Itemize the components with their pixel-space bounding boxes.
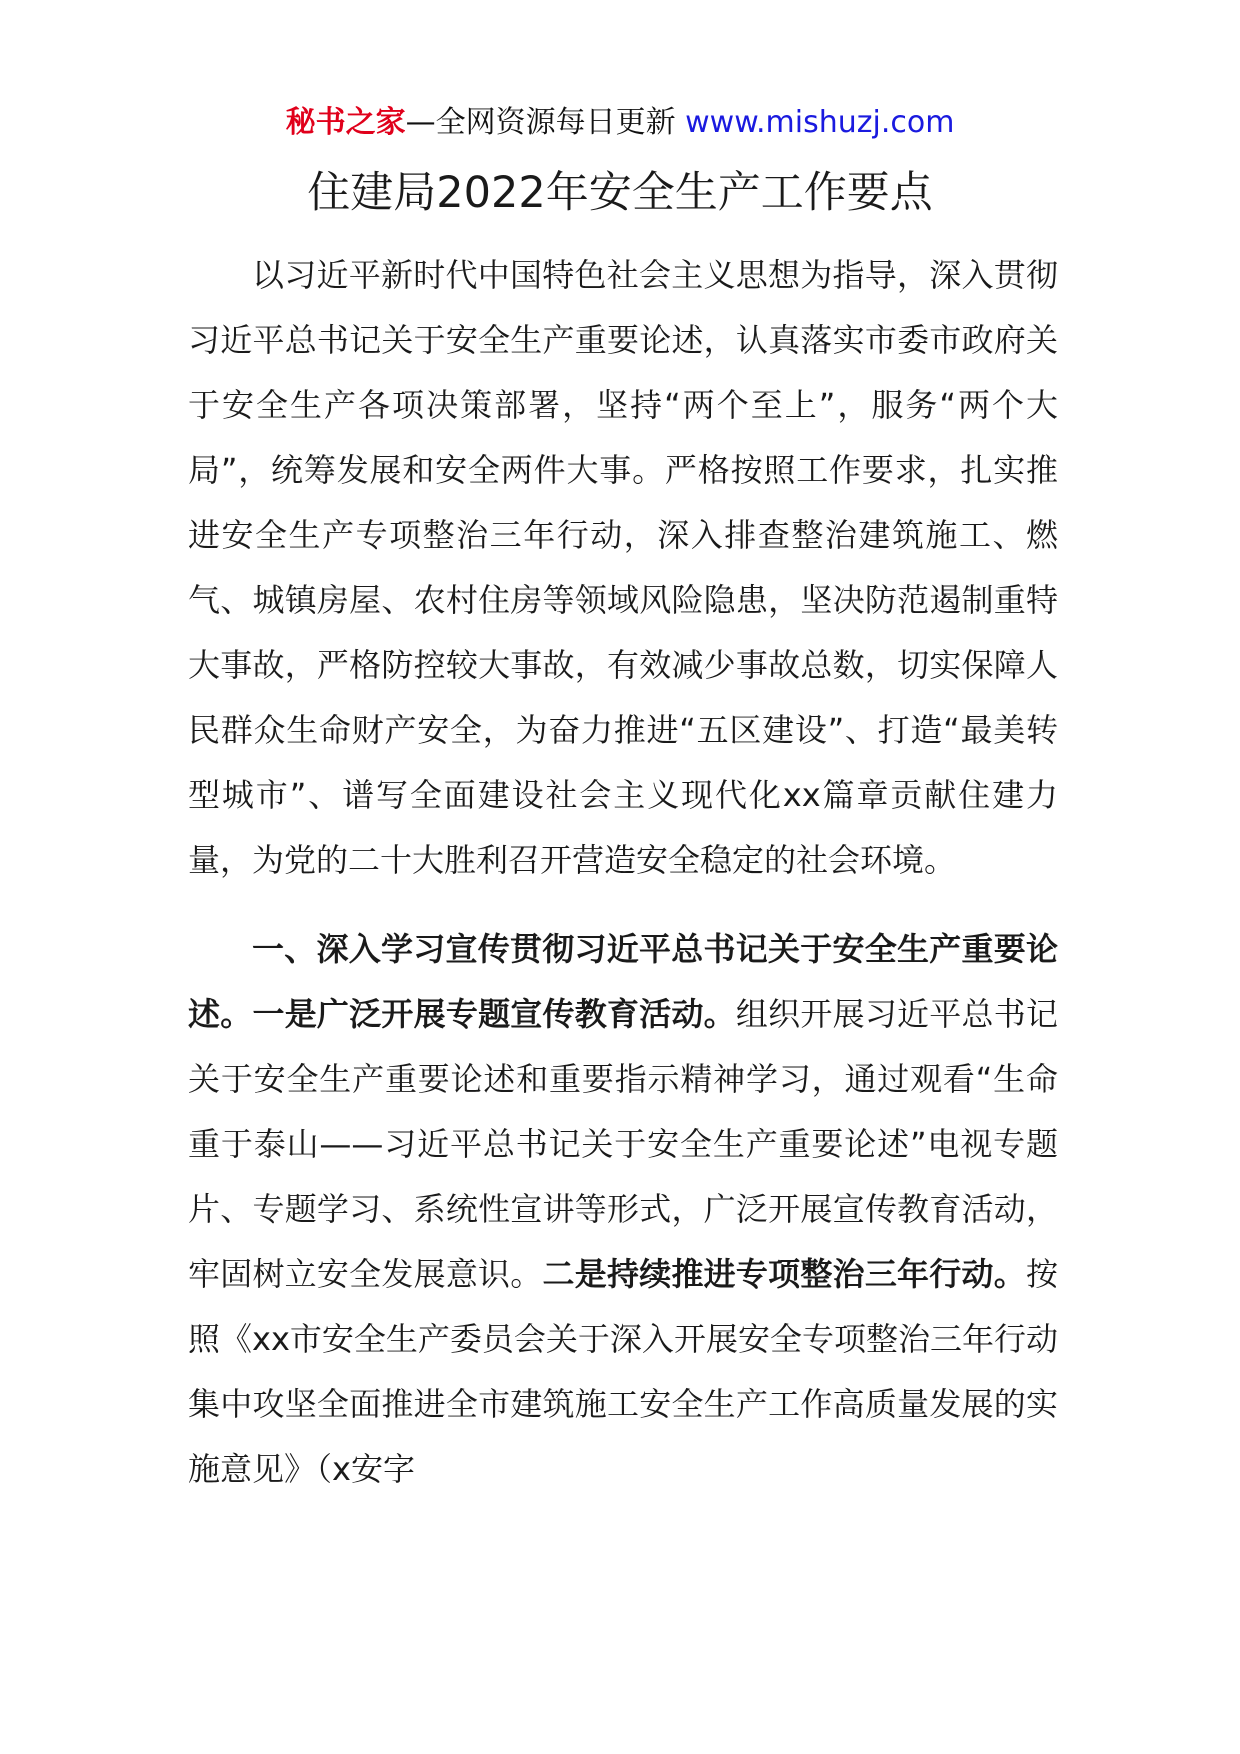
- site-brand: 秘书之家: [285, 105, 406, 140]
- site-header: [0, 100, 1240, 146]
- item-2-heading: 二是持续推进专项整治三年行动。: [542, 1255, 1026, 1293]
- intro-paragraph: 以习近平新时代中国特色社会主义思想为指导，深入贯彻习近平总书记关于安全生产重要论述，认真落实市委市政府关于安全生产各项决策部署，坚持“两个至上”，服务“两个大局”，统筹发展和安全两件大事。严格按照工作要求，扎实推进安全生产专项整治三年行动，深入排查整治建筑施工、燃气、城镇房屋、农村住房等领域风险隐患，坚决防范遏制重特大事故，严格防控较大事故，有效减少事故总数，切实保障人民群众生命财产安全，为奋力推进“五区建设”、打造“最美转型城市”、谱写全面建设社会主义现代化xx篇章贡献住建力量，为党的二十大胜利召开营造安全稳定的社会环境。: [188, 256, 1058, 879]
- site-tagline: —全网资源每日更新: [405, 105, 686, 140]
- section-1-heading: 一、深入学习宣传贯彻习近平总书记关于安全生产重要论述。: [188, 930, 1058, 1033]
- document-title: 住建局2022年安全生产工作要点: [307, 168, 933, 218]
- site-url-link[interactable]: www.mishuzj.com: [685, 105, 955, 140]
- item-1-text: 组织开展习近平总书记关于安全生产重要论述和重要指示精神学习，通过观看“生命重于泰山——习近平总书记关于安全生产重要论述”电视专题片、专题学习、系统性宣讲等形式，广泛开展宣传教育活动，牢固树立安全发展意识。: [188, 995, 1058, 1293]
- document-body: [188, 243, 1058, 1502]
- section-1-paragraph: [188, 917, 1058, 1502]
- item-1-heading: 一是广泛开展专题宣传教育活动。: [252, 995, 736, 1033]
- item-2-text: 按照《xx市安全生产委员会关于深入开展安全专项整治三年行动集中攻坚全面推进全市建筑施工安全生产工作高质量发展的实施意见》（x安字: [188, 1255, 1058, 1488]
